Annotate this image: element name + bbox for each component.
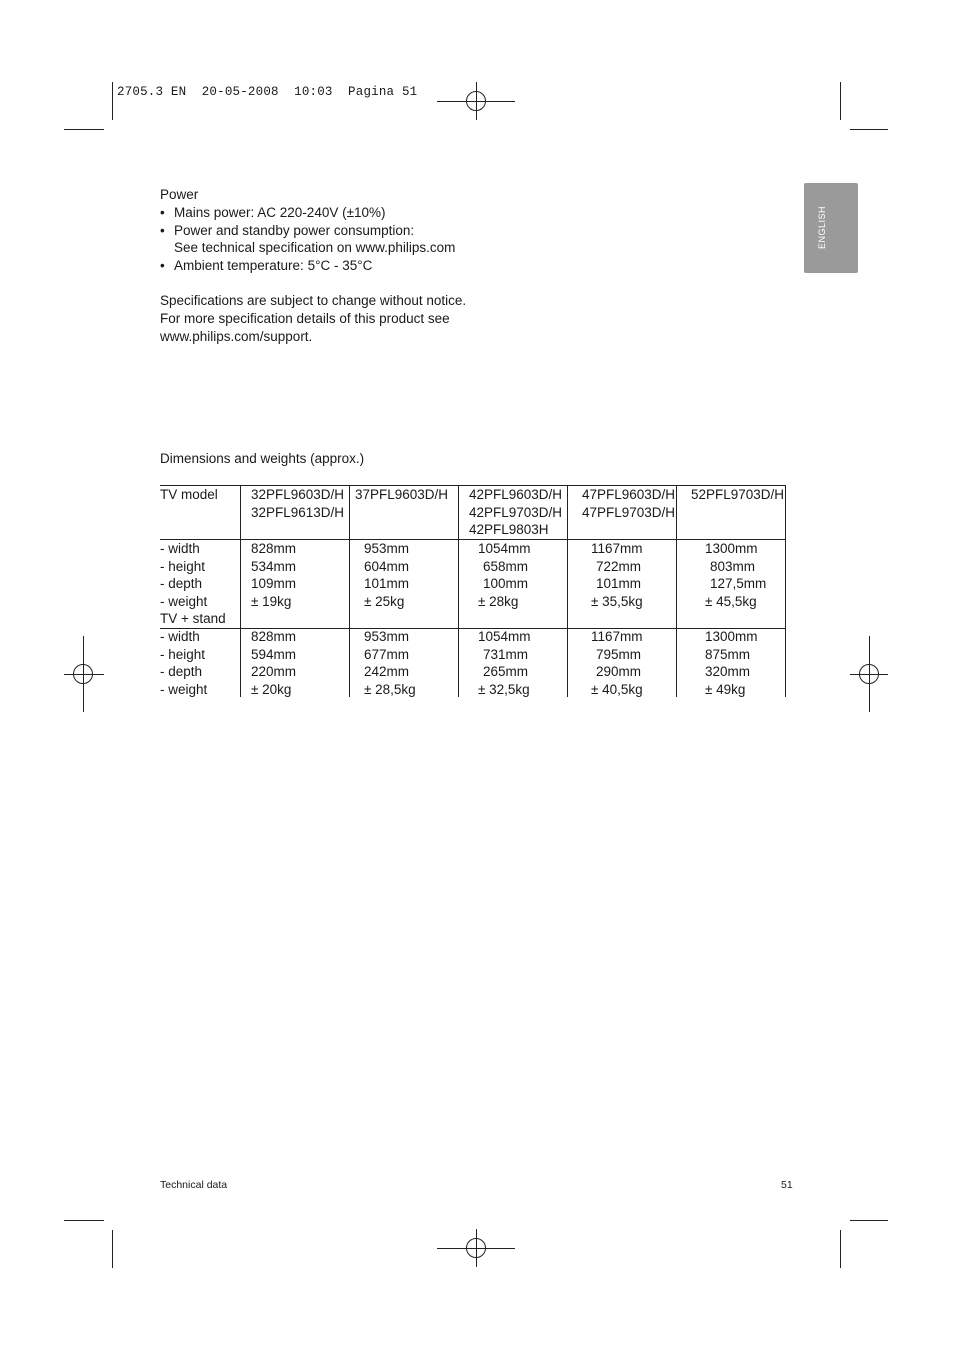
- dimensions-heading-suffix: (approx.): [310, 451, 365, 466]
- print-slug: 2705.3 EN 20-05-2008 10:03 Pagina 51: [117, 85, 418, 99]
- power-bullet: • Mains power: AC 220-240V (±10%): [160, 204, 500, 222]
- stand-values-column: 1300mm 875mm 320mm ± 49kg: [705, 629, 758, 697]
- tv-values-column: 953mm 604mm 101mm ± 25kg: [364, 541, 410, 609]
- row-label: - width: [160, 629, 200, 644]
- power-bullet: • Ambient temperature: 5°C - 35°C: [160, 257, 500, 275]
- row-label: - height: [160, 646, 206, 662]
- row-label: - height: [160, 558, 206, 574]
- stand-group-label: TV + stand: [160, 611, 226, 627]
- language-tab-label: ENGLISH: [817, 205, 827, 249]
- power-bullet: • Power and standby power consumption: See technical specification on www.philips.com: [160, 222, 500, 258]
- power-bullet-continuation: See technical specification on www.philips.com: [174, 240, 456, 256]
- row-label: - weight: [160, 593, 208, 609]
- tv-values-column: 828mm 534mm 109mm ± 19kg: [251, 541, 297, 609]
- model-column-header: 47PFL9603D/H 47PFL9703D/H: [582, 487, 676, 520]
- model-column-header: 52PFL9703D/H: [691, 487, 785, 502]
- language-tab: [804, 183, 858, 273]
- notice-line: For more specification details of this product see: [160, 310, 450, 326]
- row-label: - depth: [160, 664, 203, 680]
- stand-row-labels: [160, 628, 207, 698]
- table-header-label: TV model: [160, 487, 218, 502]
- power-heading: Power: [160, 187, 199, 202]
- tv-values-column: 1054mm 658mm 100mm ± 28kg: [478, 541, 531, 609]
- stand-values-column: 1167mm 795mm 290mm ± 40,5kg: [591, 629, 643, 697]
- notice-line: Specifications are subject to change without notice.: [160, 293, 467, 308]
- tv-values-column: 1300mm 803mm 127,5mm ± 45,5kg: [705, 541, 767, 609]
- dimensions-heading: Dimensions and weights (approx.): [160, 451, 365, 466]
- model-column-header: 37PFL9603D/H: [355, 487, 449, 502]
- stand-values-column: 953mm 677mm 242mm ± 28,5kg: [364, 629, 416, 697]
- notice-line: www.philips.com/support.: [160, 328, 313, 344]
- row-label: - width: [160, 541, 200, 556]
- model-column-header: 42PFL9603D/H 42PFL9703D/H 42PFL9803H: [469, 487, 563, 538]
- specification-notice: [160, 292, 500, 345]
- power-section: [160, 186, 500, 275]
- stand-values-column: 1054mm 731mm 265mm ± 32,5kg: [478, 629, 531, 697]
- row-label: - depth: [160, 576, 203, 592]
- tv-values-column: 1167mm 722mm 101mm ± 35,5kg: [591, 541, 643, 609]
- power-bullets: [160, 204, 500, 275]
- page-number: 51: [781, 1179, 793, 1191]
- model-column-header: 32PFL9603D/H 32PFL9613D/H: [251, 487, 345, 520]
- footer-section-title: Technical data: [160, 1179, 228, 1191]
- stand-values-column: 828mm 594mm 220mm ± 20kg: [251, 629, 297, 697]
- row-label: - weight: [160, 681, 208, 697]
- tv-row-labels: [160, 540, 226, 628]
